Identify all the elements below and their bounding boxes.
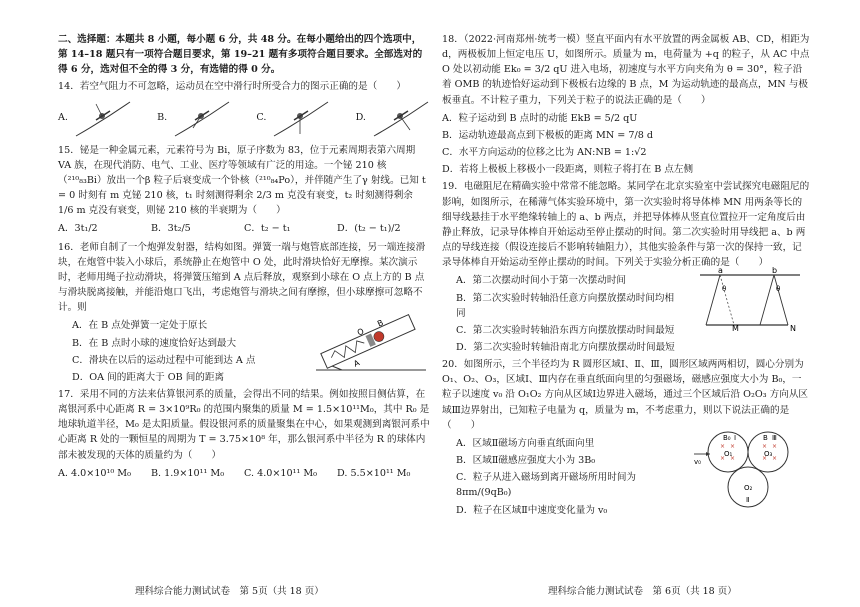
q14-option-d — [356, 98, 430, 138]
right-page-footer: 理科综合能力测试试卷 第 6页（共 18 页） — [548, 586, 737, 597]
rod-label-n: N — [790, 324, 796, 332]
q18-option-c: C．水平方向运动的位移之比为 AN:NB = 1:√2 — [442, 147, 647, 159]
field-label-b0: B₀ — [723, 433, 731, 442]
q16-block — [58, 318, 430, 385]
field-label-b: B — [763, 433, 768, 442]
q16-option-b: B．在 B 点时小球的速度恰好达到最大 — [72, 337, 237, 349]
svg-text:×: × — [720, 442, 726, 450]
pendulum-rod-diagram — [690, 267, 808, 331]
q16-option-a: A．在 B 点处弹簧一定处于原长 — [72, 320, 208, 332]
q17-option-b: B. 1.9×10¹¹ M₀ — [151, 467, 225, 479]
q19-stem: 19．电磁阻尼在精确实验中常常不能忽略。某同学在北京实验室中尝试探究电磁阻尼的影响，如图所示，在稀薄气体实验环境中，第一次实验时将导体棒 MN 用两条等长的细导线悬挂于水平绝缘转轴上的 a、b 两点，并把导体棒从竖直位置拉开一定角度后由静止释放，记录导体棒自开始运动至停止摆动的时间。第二次实验时用导线把 a、b 两点的导线连接（假设连接后不影响转轴阻力），其他实验条件与第一次的保持一致，记录导体棒自开始运动至停止摆动的时间。下列关于实验分析正确的是（ ） — [442, 181, 810, 269]
center-o3-label: O₃ — [764, 449, 773, 458]
q20-option-a: A．区域Ⅱ磁场方向垂直纸面向里 — [456, 437, 595, 449]
svg-text:×: × — [720, 454, 726, 462]
q19-option-d: D．第二次实验时转轴沿南北方向摆放摆动时间最短 — [456, 341, 675, 353]
cannon-label-a: A — [352, 358, 361, 369]
q17-options — [58, 466, 430, 481]
q16-stem: 16．老师自制了一个炮弹发射器，结构如图。弹簧一端与炮管底部连接，另一端连接滑块，在炮管中装入小球后，系统静止在炮管中 O 处，此时滑块恰好无摩擦。某次演示时，老师用绳子拉动滑块，将弹簧压缩到 A 点后释放，观察到小球在 O 点上方的 B 点与滑块脱离接触，并能沿炮口飞出，考虑炮管与滑块之间有摩擦，但小球摩擦可忽略不计。则 — [58, 241, 426, 314]
q19-block — [442, 267, 810, 355]
q20-option-b: B．区域Ⅱ磁感应强度大小为 3B₀ — [456, 455, 596, 467]
q15-stem: 15．铋是一种金属元素，元素符号为 Bi，原子序数为 83，位于元素周期表第六周期 VA 族，在现代消防、电气、工业、医疗等领域有广泛的用途。一个铋 210 核（²¹⁰₈₃Bi）放出一个β 粒子后衰变成一个钋核（²¹⁰₈₄Po），并伴随产生了γ 射线。已知 t = 0 时刻有 m 克铋 210 核，t₁ 时刻测得剩余 2/3 m 克没有衰变，t₂ 时刻测得剩余 1/6 m 克没有衰变，则铋 210 核的半衰期为（ ） — [58, 144, 426, 217]
region-2-label: Ⅱ — [746, 495, 750, 504]
center-o2-label: O₂ — [744, 483, 753, 492]
q15-options — [58, 221, 430, 236]
q15-option-a: A．3t₁/2 — [58, 223, 98, 235]
q14-option-c — [256, 98, 330, 138]
cannon-diagram — [312, 312, 430, 374]
center-o1-label: O₁ — [724, 449, 733, 458]
q17-option-d: D. 5.5×10¹¹ M₀ — [337, 467, 411, 479]
q14-stem: 14．若空气阻力不可忽略，运动员在空中滑行时所受合力的图示正确的是（ ） — [58, 81, 406, 93]
q14-option-a-label: A. — [58, 112, 68, 124]
svg-text:×: × — [772, 454, 778, 462]
svg-text:×: × — [772, 442, 778, 450]
q17-option-c: C. 4.0×10¹¹ M₀ — [244, 467, 318, 479]
q20-option-d: D．粒子在区域Ⅱ中速度变化量为 v₀ — [456, 504, 608, 516]
q20-option-c: C．粒子从进入磁场到离开磁场所用时间为 8πm/(9qB₀) — [456, 472, 637, 499]
q18-option-b: B．运动轨迹最高点到下极板的距离 MN = 7/8 d — [442, 129, 653, 141]
skier-force-diagram-b — [173, 98, 231, 138]
q14-figures — [58, 98, 430, 138]
left-page — [58, 32, 430, 484]
rod-label-a: a — [718, 267, 723, 276]
skier-force-diagram-d — [372, 98, 430, 138]
q18-option-d: D．若将上极板上移极小一段距离，则粒子将打在 B 点左侧 — [442, 164, 694, 176]
velocity-v0-label: v₀ — [694, 457, 701, 466]
q20-block — [442, 433, 810, 518]
q14-option-b — [157, 98, 231, 138]
rod-label-b: b — [772, 267, 778, 276]
q20-stem: 20．如图所示，三个半径均为 R 圆形区域Ⅰ、Ⅱ、Ⅲ，圆形区域两两相切，圆心分别为 O₁、O₂、O₃，区域Ⅰ、Ⅲ内存在垂直纸面向里的匀强磁场，磁感应强度大小为 B₀，一粒子以速度 v₀ 沿 O₁O₂ 方向从区域Ⅰ边界进入磁场，通过三个区域后沿 O₂O₃ 方向从区域Ⅲ边界射出，已知粒子电量为 q，质量为 m，不考虑重力，则以下说法正确的是（ ） — [442, 359, 809, 431]
section-header: 二、选择题：本题共 8 小题，每小题 6 分，共 48 分。在每小题给出的四个选项中，第 14–18 题只有一项符合题目要求，第 19–21 题有多项符合题目要求。全部选对的得 6 分，选对但不全的得 3 分，有选错的得 0 分。 — [58, 34, 423, 76]
cannon-label-o: O — [355, 327, 366, 338]
q15-option-c: C．t₂ − t₁ — [244, 223, 291, 235]
q15-option-b: B．3t₂/5 — [151, 223, 191, 235]
q18-stem: 18．（2022·河南郑州·统考一模）竖直平面内有水平放置的两金属板 AB、CD，相距为 d，两极板加上恒定电压 U，如图所示。质量为 m，电荷量为 +q 的粒子，从 AC 中点 O 处以初动能 Ek₀ = 3/2 qU 进入电场，初速度与水平方向夹角为 θ = 30°，粒子沿着 OMB 的轨迹恰好运动到下极板右边缘的 B 点，M 为运动轨迹的最高点，MN 与极板垂直。不计粒子重力，下列关于粒子的说法正确的是（ ） — [442, 34, 810, 106]
region-1-label: Ⅰ — [734, 433, 737, 442]
skier-force-diagram-a — [74, 98, 132, 138]
q14-option-d-label: D. — [355, 112, 366, 124]
region-3-label: Ⅲ — [772, 433, 777, 442]
q16-option-c: C．滑块在以后的运动过程中可能到达 A 点 — [72, 354, 256, 366]
q14-option-b-label: B. — [157, 112, 168, 124]
svg-text:×: × — [762, 442, 768, 450]
svg-text:×: × — [730, 454, 736, 462]
q15-option-d: D．(t₂ − t₁)/2 — [337, 223, 401, 235]
three-circle-field-diagram — [690, 426, 806, 522]
q17-stem: 17．采用不同的方法来估算银河系的质量，会得出不同的结果。例如按照目侧估算，在离银河系中心距离 R = 3×10⁹R₀ 的范围内聚集的质量 M = 1.5×10¹¹M₀，其中 R₀ 是地球轨道半径，M₀ 是太阳质量。假设银河系的质量聚集在中心，如果观测到离银河系中心距离 R 处的一颗恒星的周期为 T = 3.75×10⁸ 年，那么银河系中半径为 R 的球体内部未被发现的天体的质量约为（ ） — [58, 388, 430, 461]
q18-option-a: A．粒子运动到 B 点时的动能 EkB = 5/2 qU — [442, 112, 638, 124]
rod-label-theta-2: θ — [776, 285, 781, 294]
left-page-footer: 理科综合能力测试试卷 第 5页（共 18 页） — [135, 586, 324, 597]
svg-text:×: × — [762, 454, 768, 462]
skier-force-diagram-c — [272, 98, 330, 138]
q14-option-a — [58, 98, 132, 138]
q16-option-d: D．OA 间的距离大于 OB 间的距离 — [72, 371, 225, 383]
rod-label-m: M — [732, 324, 739, 332]
q17-option-a: A. 4.0×10¹⁰ M₀ — [58, 467, 131, 479]
rod-label-theta-1: θ — [722, 285, 727, 294]
svg-text:×: × — [730, 442, 736, 450]
q14-option-c-label: C. — [256, 112, 267, 124]
q19-option-c: C．第二次实验时转轴沿东西方向摆放摆动时间最短 — [456, 324, 675, 336]
q19-option-b: B．第二次实验时转轴沿任意方向摆放摆动时间均相同 — [456, 292, 675, 319]
cannon-label-b: B — [376, 318, 385, 329]
right-page — [442, 32, 810, 520]
q19-option-a: A．第二次摆动时间小于第一次摆动时间 — [456, 275, 627, 287]
